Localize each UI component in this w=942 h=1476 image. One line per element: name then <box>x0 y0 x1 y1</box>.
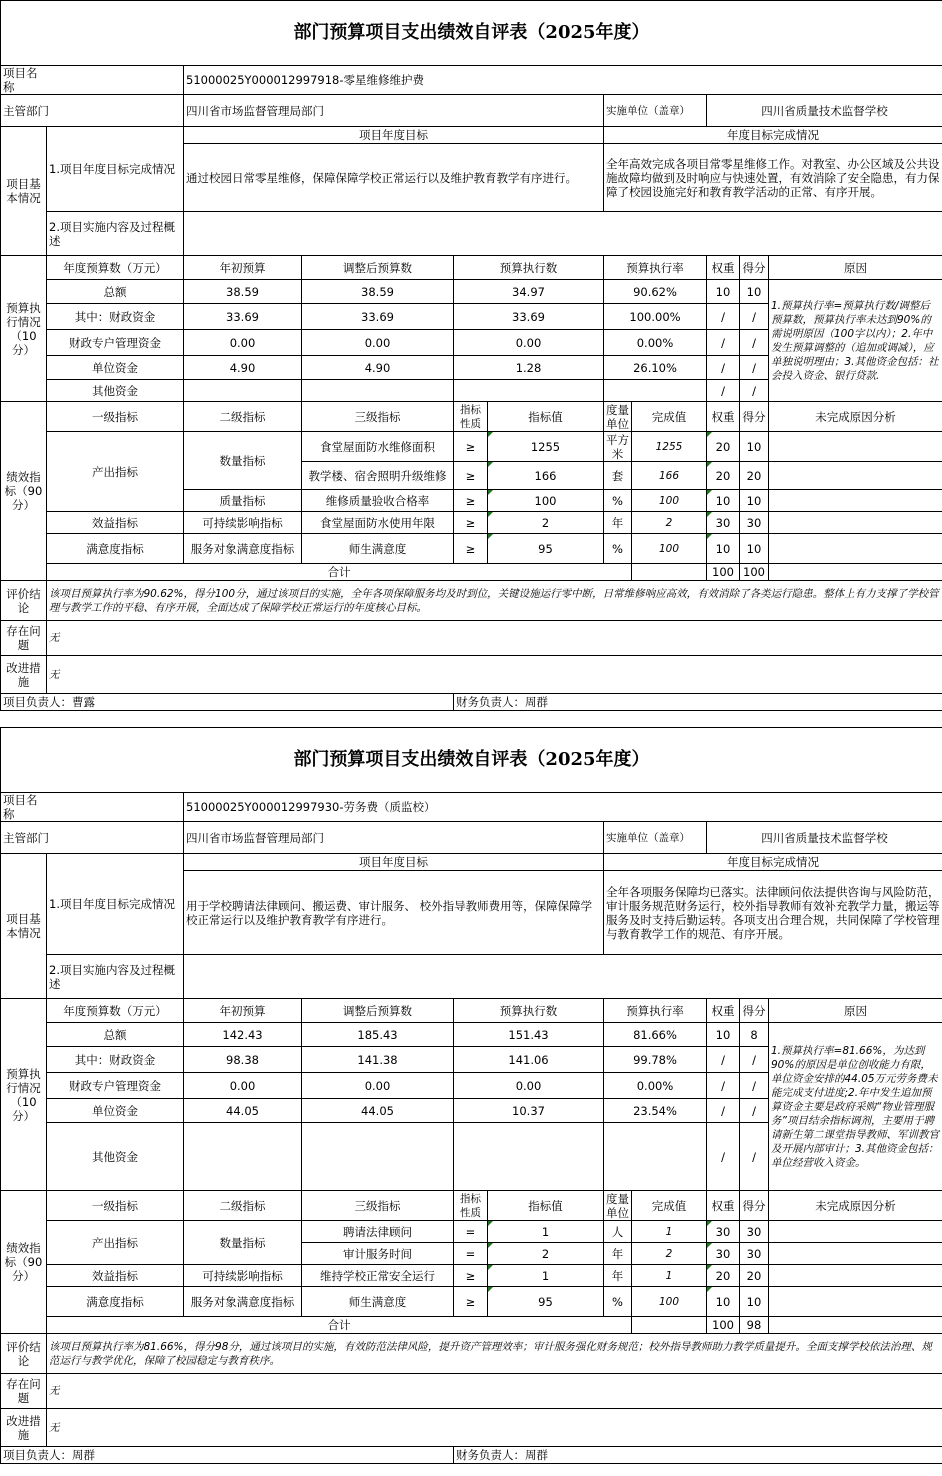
goal-done-header: 年度目标完成情况 <box>604 127 942 144</box>
budget-executed: 10.37 <box>454 1099 604 1123</box>
perf-reason <box>769 490 942 512</box>
perf-done: 2 <box>632 1243 707 1265</box>
budget-row-name: 财政专户管理资金 <box>47 1073 184 1099</box>
perf-l2: 可持续影响指标 <box>184 1265 302 1287</box>
budget-rate: 26.10% <box>604 356 707 380</box>
project-name-label: 项目名称 <box>1 66 47 95</box>
budget-init: 33.69 <box>184 304 302 330</box>
perf-row <box>1 1287 942 1317</box>
budget-label: 预算执行情况（10分） <box>1 256 47 402</box>
budget-header: 年初预算 <box>184 256 302 280</box>
perf-header: 指标值 <box>488 1191 604 1221</box>
budget-score: / <box>740 1099 769 1123</box>
problem-label: 存在问题 <box>1 621 47 656</box>
budget-adjusted: 4.90 <box>302 356 454 380</box>
budget-row-name: 总额 <box>47 280 184 304</box>
item1-label: 1.项目年度目标完成情况 <box>47 854 184 955</box>
budget-executed: 151.43 <box>454 1023 604 1047</box>
dept-label: 主管部门 <box>1 822 184 854</box>
item2-label: 2.项目实施内容及过程概述 <box>47 212 184 256</box>
perf-l3: 聘请法律顾问 <box>302 1221 454 1243</box>
perf-header: 三级指标 <box>302 1191 454 1221</box>
budget-row <box>1 1023 942 1047</box>
eval-label: 评价结论 <box>1 581 47 621</box>
perf-l3: 审计服务时间 <box>302 1243 454 1265</box>
budget-row-name: 单位资金 <box>47 356 184 380</box>
budget-header: 预算执行数 <box>454 256 604 280</box>
perf-score: 30 <box>740 1221 769 1243</box>
perf-nature: ≥ <box>454 534 488 564</box>
report-table <box>0 727 942 1464</box>
perf-row <box>1 1265 942 1287</box>
budget-header: 预算执行数 <box>454 999 604 1023</box>
budget-init: 4.90 <box>184 356 302 380</box>
perf-reason <box>769 432 942 462</box>
perf-reason <box>769 1243 942 1265</box>
perf-reason <box>769 1221 942 1243</box>
perf-unit: % <box>604 534 632 564</box>
item2-text <box>184 955 942 999</box>
budget-rate: 23.54% <box>604 1099 707 1123</box>
budget-weight: / <box>707 380 740 402</box>
budget-score: / <box>740 1073 769 1099</box>
perf-score: 30 <box>740 1243 769 1265</box>
goal-text: 通过校园日常零星维修，保障保障学校正常运行以及维护教育教学有序进行。 <box>184 144 604 212</box>
budget-executed: 1.28 <box>454 356 604 380</box>
budget-row-name: 其他资金 <box>47 1123 184 1191</box>
perf-l1: 效益指标 <box>47 1265 184 1287</box>
perf-reason <box>769 512 942 534</box>
perf-weight: 30 <box>707 512 740 534</box>
budget-init <box>184 1123 302 1191</box>
impl-value: 四川省质量技术监督学校 <box>707 95 942 127</box>
perf-header: 未完成原因分析 <box>769 402 942 432</box>
dept-value: 四川省市场监督管理局部门 <box>184 95 604 127</box>
project-leader: 项目负责人：曹露 <box>1 694 454 711</box>
perf-value: 95 <box>488 534 604 564</box>
perf-l2: 服务对象满意度指标 <box>184 534 302 564</box>
perf-header: 得分 <box>740 1191 769 1221</box>
budget-rate <box>604 380 707 402</box>
perf-unit: % <box>604 490 632 512</box>
budget-executed: 0.00 <box>454 330 604 356</box>
perf-header: 度量单位 <box>604 402 632 432</box>
budget-row-name: 其他资金 <box>47 380 184 402</box>
budget-adjusted: 38.59 <box>302 280 454 304</box>
budget-rate: 0.00% <box>604 1073 707 1099</box>
perf-value: 95 <box>488 1287 604 1317</box>
perf-reason <box>769 534 942 564</box>
budget-executed: 0.00 <box>454 1073 604 1099</box>
budget-init: 0.00 <box>184 1073 302 1099</box>
budget-rate: 81.66% <box>604 1023 707 1047</box>
budget-row-name: 单位资金 <box>47 1099 184 1123</box>
budget-header: 调整后预算数 <box>302 999 454 1023</box>
perf-value: 2 <box>488 512 604 534</box>
budget-adjusted: 0.00 <box>302 330 454 356</box>
dept-value: 四川省市场监督管理局部门 <box>184 822 604 854</box>
budget-adjusted: 0.00 <box>302 1073 454 1099</box>
basic-info-label: 项目基本情况 <box>1 127 47 256</box>
budget-header: 得分 <box>740 999 769 1023</box>
total-label: 合计 <box>47 564 632 581</box>
total-label: 合计 <box>47 1317 632 1334</box>
budget-weight: 10 <box>707 1023 740 1047</box>
budget-row-name: 其中：财政资金 <box>47 304 184 330</box>
perf-unit: 年 <box>604 1265 632 1287</box>
problem-label: 存在问题 <box>1 1374 47 1409</box>
budget-init <box>184 380 302 402</box>
perf-score: 20 <box>740 462 769 490</box>
perf-header: 三级指标 <box>302 402 454 432</box>
budget-rate: 0.00% <box>604 330 707 356</box>
item2-label: 2.项目实施内容及过程概述 <box>47 955 184 999</box>
improve-label: 改进措施 <box>1 656 47 694</box>
budget-score: / <box>740 1123 769 1191</box>
improve-text: 无 <box>47 1409 942 1447</box>
budget-header: 原因 <box>769 256 942 280</box>
budget-header: 预算执行率 <box>604 999 707 1023</box>
impl-value: 四川省质量技术监督学校 <box>707 822 942 854</box>
budget-header: 预算执行率 <box>604 256 707 280</box>
perf-value: 2 <box>488 1243 604 1265</box>
total-weight: 100 <box>707 1317 740 1334</box>
perf-l3: 维修质量验收合格率 <box>302 490 454 512</box>
perf-reason <box>769 1287 942 1317</box>
perf-unit: 套 <box>604 462 632 490</box>
perf-weight: 10 <box>707 1287 740 1317</box>
eval-label: 评价结论 <box>1 1334 47 1374</box>
perf-header: 指标性质 <box>454 1191 488 1221</box>
perf-header: 一级指标 <box>47 1191 184 1221</box>
goal-done-text: 全年高效完成各项目常零星维修工作。对教室、办公区域及公共设施故障均做到及时响应与快速处置，有效消除了安全隐患，有力保障了校园设施完好和教育教学活动的正常、有序开展。 <box>604 144 942 212</box>
budget-weight: / <box>707 1073 740 1099</box>
budget-reason: 1.预算执行率=81.66%，为达到90%的原因是单位创收能力有限，单位资金安排的44.05万元劳务费未能完成支付进度;2.年中发生追加预算资金主要是政府采购“物业管理服务”项目结余指标调剂，主要用于聘请新生第二课堂指导教师、军训教官及开展内部审计；3.其他资金包括：单位经营收入资金。 <box>769 1023 942 1191</box>
perf-score: 10 <box>740 1287 769 1317</box>
perf-unit: 年 <box>604 512 632 534</box>
budget-header: 权重 <box>707 256 740 280</box>
perf-value: 1255 <box>488 432 604 462</box>
perf-done: 2 <box>632 512 707 534</box>
project-name-value: 51000025Y000012997918-零星维修维护费 <box>184 66 942 95</box>
goal-text: 用于学校聘请法律顾问、搬运费、审计服务、 校外指导教师费用等，保障保障学校正常运行以及维护教育教学有序进行。 <box>184 871 604 955</box>
project-leader: 项目负责人：周群 <box>1 1447 454 1464</box>
budget-header: 得分 <box>740 256 769 280</box>
perf-done: 166 <box>632 462 707 490</box>
budget-header: 原因 <box>769 999 942 1023</box>
perf-done: 100 <box>632 1287 707 1317</box>
finance-leader: 财务负责人：周群 <box>454 1447 942 1464</box>
perf-done: 100 <box>632 490 707 512</box>
perf-score: 30 <box>740 512 769 534</box>
item2-text <box>184 212 942 256</box>
perf-header: 完成值 <box>632 1191 707 1221</box>
budget-init: 0.00 <box>184 330 302 356</box>
perf-l3: 师生满意度 <box>302 1287 454 1317</box>
problem-text: 无 <box>47 621 942 656</box>
perf-weight: 30 <box>707 1221 740 1243</box>
budget-row-name: 总额 <box>47 1023 184 1047</box>
budget-score: / <box>740 304 769 330</box>
budget-rate: 90.62% <box>604 280 707 304</box>
budget-score: / <box>740 330 769 356</box>
project-name-value: 51000025Y000012997930-劳务费（质监校） <box>184 793 942 822</box>
perf-header: 权重 <box>707 1191 740 1221</box>
budget-score: / <box>740 356 769 380</box>
budget-adjusted: 141.38 <box>302 1047 454 1073</box>
perf-l1: 满意度指标 <box>47 1287 184 1317</box>
item1-label: 1.项目年度目标完成情况 <box>47 127 184 212</box>
page-title: 部门预算项目支出绩效自评表（2025年度） <box>1 1 942 66</box>
budget-score: / <box>740 1047 769 1073</box>
perf-weight: 10 <box>707 490 740 512</box>
budget-executed: 141.06 <box>454 1047 604 1073</box>
impl-label: 实施单位（盖章） <box>604 95 707 127</box>
perf-score: 10 <box>740 490 769 512</box>
perf-weight: 20 <box>707 1265 740 1287</box>
budget-weight: / <box>707 1099 740 1123</box>
perf-label: 绩效指标（90分） <box>1 402 47 581</box>
perf-nature: = <box>454 1221 488 1243</box>
perf-unit: % <box>604 1287 632 1317</box>
budget-init: 98.38 <box>184 1047 302 1073</box>
perf-value: 166 <box>488 462 604 490</box>
eval-text: 该项目预算执行率为90.62%，得分100分，通过该项目的实施，全年各项保障服务均及时到位，关键设施运行零中断，日常维修响应高效，有效消除了各类运行隐患。整体上有力支撑了学校管理与教学工作的平稳、有序开展，全面达成了保障学校正常运行的年度核心目标。 <box>47 581 942 621</box>
budget-adjusted: 33.69 <box>302 304 454 330</box>
improve-label: 改进措施 <box>1 1409 47 1447</box>
budget-weight: / <box>707 330 740 356</box>
budget-rate: 99.78% <box>604 1047 707 1073</box>
perf-nature: ≥ <box>454 1265 488 1287</box>
budget-header: 年度预算数（万元） <box>47 999 184 1023</box>
perf-score: 10 <box>740 432 769 462</box>
budget-score: 10 <box>740 280 769 304</box>
report-table <box>0 0 942 725</box>
perf-header: 指标值 <box>488 402 604 432</box>
budget-header: 调整后预算数 <box>302 256 454 280</box>
perf-l1: 满意度指标 <box>47 534 184 564</box>
budget-weight: / <box>707 1123 740 1191</box>
problem-text: 无 <box>47 1374 942 1409</box>
perf-header: 得分 <box>740 402 769 432</box>
perf-reason <box>769 462 942 490</box>
perf-reason <box>769 1265 942 1287</box>
perf-weight: 20 <box>707 462 740 490</box>
total-score: 98 <box>740 1317 769 1334</box>
budget-init: 44.05 <box>184 1099 302 1123</box>
budget-executed <box>454 380 604 402</box>
budget-init: 142.43 <box>184 1023 302 1047</box>
budget-header: 年度预算数（万元） <box>47 256 184 280</box>
budget-init: 38.59 <box>184 280 302 304</box>
budget-executed <box>454 1123 604 1191</box>
perf-header: 度量单位 <box>604 1191 632 1221</box>
perf-header: 完成值 <box>632 402 707 432</box>
perf-value: 100 <box>488 490 604 512</box>
perf-done: 1 <box>632 1221 707 1243</box>
perf-l1: 产出指标 <box>47 1221 184 1265</box>
perf-done: 1255 <box>632 432 707 462</box>
perf-header: 一级指标 <box>47 402 184 432</box>
finance-leader: 财务负责人：周群 <box>454 694 942 711</box>
perf-value: 1 <box>488 1221 604 1243</box>
perf-l3: 师生满意度 <box>302 534 454 564</box>
total-score: 100 <box>740 564 769 581</box>
perf-done: 100 <box>632 534 707 564</box>
perf-l3: 食堂屋面防水维修面积 <box>302 432 454 462</box>
report-1 <box>0 0 942 725</box>
budget-score: / <box>740 380 769 402</box>
perf-nature: ≥ <box>454 490 488 512</box>
perf-value: 1 <box>488 1265 604 1287</box>
perf-header: 二级指标 <box>184 402 302 432</box>
impl-label: 实施单位（盖章） <box>604 822 707 854</box>
perf-header: 指标性质 <box>454 402 488 432</box>
budget-weight: / <box>707 1047 740 1073</box>
perf-row <box>1 512 942 534</box>
budget-adjusted: 44.05 <box>302 1099 454 1123</box>
perf-nature: = <box>454 1243 488 1265</box>
perf-unit: 人 <box>604 1221 632 1243</box>
budget-weight: / <box>707 356 740 380</box>
perf-done: 1 <box>632 1265 707 1287</box>
budget-weight: / <box>707 304 740 330</box>
budget-score: 8 <box>740 1023 769 1047</box>
budget-rate: 100.00% <box>604 304 707 330</box>
perf-l2: 服务对象满意度指标 <box>184 1287 302 1317</box>
perf-l2: 数量指标 <box>184 1221 302 1265</box>
perf-label: 绩效指标（90分） <box>1 1191 47 1334</box>
perf-l3: 教学楼、宿舍照明升级维修 <box>302 462 454 490</box>
improve-text: 无 <box>47 656 942 694</box>
perf-l2: 可持续影响指标 <box>184 512 302 534</box>
perf-nature: ≥ <box>454 1287 488 1317</box>
perf-row <box>1 534 942 564</box>
perf-row <box>1 432 942 462</box>
perf-header: 权重 <box>707 402 740 432</box>
budget-weight: 10 <box>707 280 740 304</box>
perf-header: 二级指标 <box>184 1191 302 1221</box>
perf-nature: ≥ <box>454 432 488 462</box>
goal-header: 项目年度目标 <box>184 854 604 871</box>
perf-score: 10 <box>740 534 769 564</box>
budget-adjusted <box>302 380 454 402</box>
perf-l3: 维持学校正常安全运行 <box>302 1265 454 1287</box>
budget-executed: 34.97 <box>454 280 604 304</box>
perf-weight: 30 <box>707 1243 740 1265</box>
perf-weight: 20 <box>707 432 740 462</box>
budget-row-name: 财政专户管理资金 <box>47 330 184 356</box>
goal-done-text: 全年各项服务保障均已落实。法律顾问依法提供咨询与风险防范，审计服务规范财务运行，校外指导教师有效补充教学力量，搬运等服务及时支持后勤运转。各项支出合理合规，共同保障了学校管理与教育教学工作的规范、有序开展。 <box>604 871 942 955</box>
report-2 <box>0 727 942 1464</box>
eval-text: 该项目预算执行率为81.66%，得分98分，通过该项目的实施，有效防范法律风险，提升资产管理效率；审计服务强化财务规范；校外指导教师助力教学质量提升。全面支撑学校依法治理、规范运行与教学优化，保障了校园稳定与教育秩序。 <box>47 1334 942 1374</box>
budget-adjusted: 185.43 <box>302 1023 454 1047</box>
perf-header: 未完成原因分析 <box>769 1191 942 1221</box>
budget-header: 年初预算 <box>184 999 302 1023</box>
basic-info-label: 项目基本情况 <box>1 854 47 999</box>
perf-unit: 平方米 <box>604 432 632 462</box>
budget-label: 预算执行情况（10分） <box>1 999 47 1191</box>
perf-nature: ≥ <box>454 512 488 534</box>
perf-unit: 年 <box>604 1243 632 1265</box>
total-weight: 100 <box>707 564 740 581</box>
perf-nature: ≥ <box>454 462 488 490</box>
perf-l3: 食堂屋面防水使用年限 <box>302 512 454 534</box>
perf-row <box>1 1221 942 1243</box>
perf-score: 20 <box>740 1265 769 1287</box>
page-title: 部门预算项目支出绩效自评表（2025年度） <box>1 728 942 793</box>
budget-adjusted <box>302 1123 454 1191</box>
budget-row <box>1 280 942 304</box>
perf-l1: 效益指标 <box>47 512 184 534</box>
dept-label: 主管部门 <box>1 95 184 127</box>
goal-header: 项目年度目标 <box>184 127 604 144</box>
perf-l2: 数量指标 <box>184 432 302 490</box>
budget-rate <box>604 1123 707 1191</box>
budget-header: 权重 <box>707 999 740 1023</box>
project-name-label: 项目名称 <box>1 793 47 822</box>
perf-l2: 质量指标 <box>184 490 302 512</box>
perf-weight: 10 <box>707 534 740 564</box>
perf-l1: 产出指标 <box>47 432 184 512</box>
budget-row-name: 其中：财政资金 <box>47 1047 184 1073</box>
goal-done-header: 年度目标完成情况 <box>604 854 942 871</box>
budget-reason: 1.预算执行率=预算执行数/调整后预算数，预算执行率未达到90%的需说明原因（100字以内）；2.年中发生预算调整的（追加或调减），应单独说明理由；3.其他资金包括：社会投入资金、银行贷款. <box>769 280 942 402</box>
budget-executed: 33.69 <box>454 304 604 330</box>
